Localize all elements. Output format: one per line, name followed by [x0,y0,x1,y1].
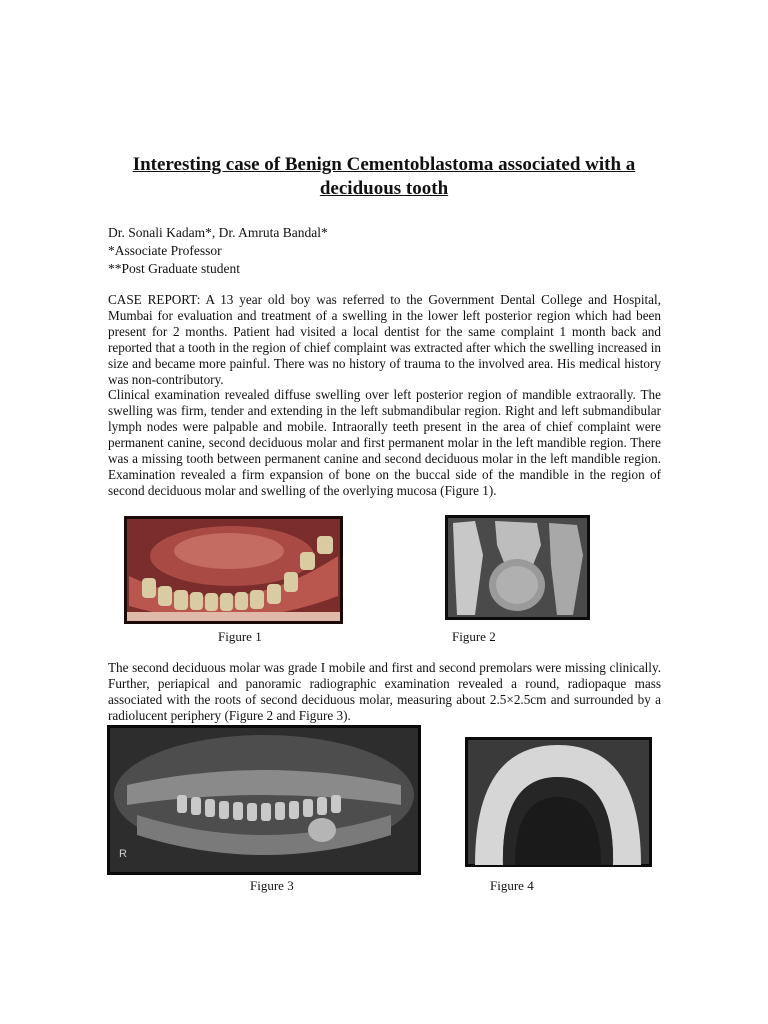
author-names: Dr. Sonali Kadam*, Dr. Amruta Bandal* [108,225,328,240]
case-report-section [108,292,661,499]
radiographic-paragraph: The second deciduous molar was grade I mobile and first and second premolars were missing clinically. Further, periapical and panoramic radiographic examination revealed a round, radiopaque mass associated with the roots of second deciduous molar, measuring about 2.5×2.5cm and surrounded by a radiolucent periphery (Figure 2 and Figure 3). [108,660,661,723]
figure-2-image [445,515,590,620]
occlusal-radiograph [465,737,652,867]
author-role-1: *Associate Professor [108,243,222,258]
periapical-radiograph [445,515,590,620]
figure-4-caption: Figure 4 [490,878,534,893]
figure-3-caption: Figure 3 [250,878,294,893]
figure-1-caption: Figure 1 [218,629,262,644]
intraoral-photo [124,516,343,624]
figure-1-image [124,516,343,624]
figure-3-image [107,725,421,875]
paper-title: Interesting case of Benign Cementoblastoma associated with a deciduous tooth [132,154,636,199]
author-role-2: **Post Graduate student [108,261,240,276]
pano-r-marker: R [119,848,127,860]
clinical-paragraph: Clinical examination revealed diffuse swelling over left posterior region of mandible extraorally. The swelling was firm, tender and extending in the left submandibular region. Right and left submandibular lymph nodes were palpable and mobile. Intraorally teeth present in the area of chief complaint were permanent canine, second deciduous molar and first permanent molar in the left mandible region. There was a missing tooth between permanent canine and second deciduous molar in the left mandible region. Examination revealed a firm expansion of bone on the buccal side of the mandible in the region of second deciduous molar and swelling of the overlying mucosa (Figure 1). [108,387,661,498]
case-report-paragraph: CASE REPORT: A 13 year old boy was referred to the Government Dental College and Hospital, Mumbai for evaluation and treatment of a swelling in the lower left posterior region which had been present for 2 months. Patient had visited a local dentist for the same complaint 1 month back and reported that a tooth in the region of chief complaint was extracted after which the swelling increased in size and became more painful. There was no history of trauma to the involved area. His medical history was non-contributory. [108,292,661,387]
figure-2-caption: Figure 2 [452,629,496,644]
panoramic-radiograph [107,725,421,875]
figure-4-image [465,737,652,867]
author-block [108,224,328,278]
